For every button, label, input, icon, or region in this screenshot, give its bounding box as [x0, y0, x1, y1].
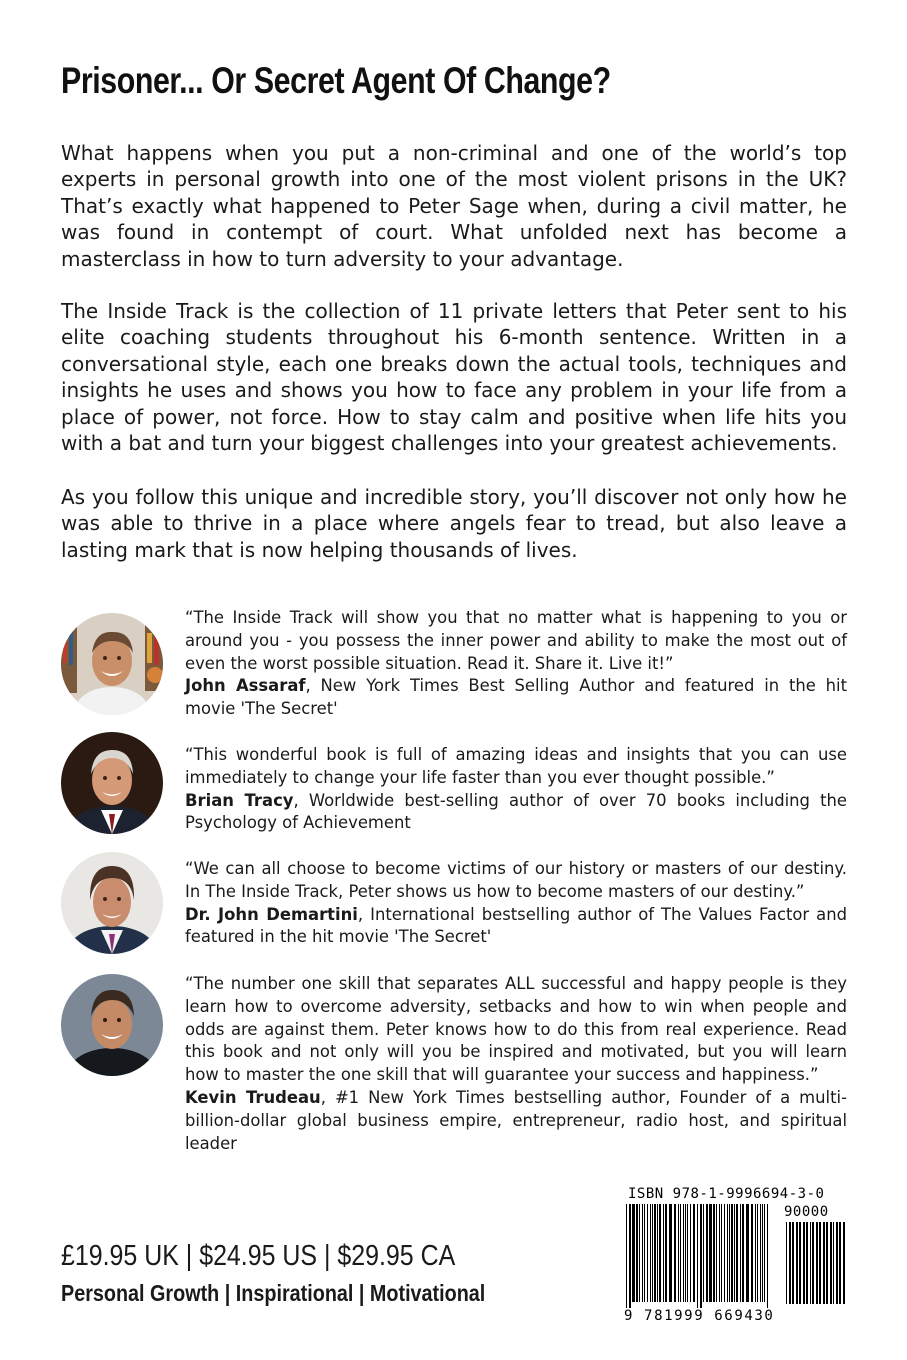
page-title: Prisoner... Or Secret Agent Of Change? [61, 60, 611, 101]
author-credit: , International bestselling author of The Values Factor and featured in the hit movie 'The Secret' [185, 904, 847, 947]
barcode-bar [713, 1204, 715, 1302]
barcode-bar [799, 1222, 801, 1304]
avatar-john-demartini [61, 852, 163, 954]
barcode-bar [674, 1204, 676, 1302]
barcode-bar [657, 1204, 658, 1302]
barcode-bar [762, 1204, 763, 1302]
barcode-bar [659, 1204, 661, 1302]
barcode-bar [764, 1204, 765, 1302]
barcode-bar [816, 1222, 818, 1304]
quote: “This wonderful book is full of amazing ideas and insights that you can use immediately to change your life faster than you ever thought possible.” [185, 745, 847, 787]
barcode-bar [734, 1204, 735, 1302]
barcode-bar [650, 1204, 651, 1302]
barcode-bar [757, 1204, 758, 1302]
barcode-bar [823, 1222, 825, 1304]
barcode-bar [669, 1204, 672, 1302]
author-name: John Assaraf [185, 676, 306, 696]
barcode [624, 1186, 852, 1326]
barcode-bar [736, 1204, 738, 1302]
portrait-photo-icon [61, 852, 163, 954]
isbn-number: ISBN 978-1-9996694-3-0 [628, 1186, 825, 1202]
author-name: Dr. John Demartini [185, 904, 358, 924]
barcode-bar [700, 1204, 702, 1308]
addon-barcode-bars [784, 1222, 848, 1308]
barcode-bar [755, 1204, 756, 1302]
barcode-bar [760, 1204, 761, 1302]
barcode-bar [654, 1204, 656, 1302]
testimonial-text [185, 858, 847, 949]
barcode-bar [690, 1204, 691, 1302]
barcode-bar [683, 1204, 684, 1302]
barcode-bar [685, 1204, 686, 1302]
portrait-photo-icon [61, 974, 163, 1076]
barcode-bar [642, 1204, 643, 1302]
barcode-bar [740, 1204, 741, 1302]
barcode-bar [792, 1222, 794, 1304]
barcode-bar [706, 1204, 708, 1302]
barcode-bar [751, 1204, 753, 1302]
barcode-bar [812, 1222, 814, 1304]
barcode-bar [833, 1222, 834, 1304]
barcode-bar [626, 1204, 627, 1308]
barcode-bar [697, 1204, 698, 1308]
testimonial-text [185, 973, 847, 1155]
barcode-bar [678, 1204, 679, 1302]
barcode-bar [843, 1222, 845, 1304]
barcode-bar [767, 1204, 768, 1308]
author-credit: , New York Times Best Selling Author and featured in the hit movie 'The Secret' [185, 676, 848, 719]
barcode-bar [693, 1204, 695, 1302]
author-credit: , #1 New York Times bestselling author, Founder of a multi-billion-dollar global business empire, entrepreneur, radio host, and spiritual leader [185, 1087, 847, 1153]
price-line: £19.95 UK | $24.95 US | $29.95 CA [61, 1240, 456, 1272]
barcode-bar [644, 1204, 645, 1302]
quote: “The number one skill that separates ALL successful and happy people is they learn how to overcome adversity, setbacks and how to win when people and odds are against them. Peter knows how to do this from real experience. Read this book and not only will you be inspired and motivated, but you will learn how to master the one skill that will guarantee your success and happiness.” [185, 974, 847, 1085]
barcode-bar [789, 1222, 791, 1304]
barcode-bar [803, 1222, 805, 1304]
barcode-bar [663, 1204, 664, 1302]
barcode-bar [639, 1204, 640, 1302]
ean-digits: 9 781999 669430 [624, 1308, 775, 1324]
testimonial-text [185, 744, 847, 835]
genre-line: Personal Growth | Inspirational | Motivational [61, 1280, 486, 1306]
barcode-bar [836, 1222, 838, 1304]
barcode-bar [647, 1204, 648, 1302]
barcode-bar [727, 1204, 728, 1302]
barcode-bar [830, 1222, 832, 1304]
barcode-bar [806, 1222, 808, 1304]
barcode-bar [680, 1204, 681, 1302]
price-code: 90000 [784, 1204, 829, 1220]
barcode-bar [729, 1204, 730, 1302]
barcode-bar [839, 1222, 841, 1304]
barcode-bar [716, 1204, 717, 1302]
quote: “We can all choose to become victims of our history or masters of our destiny. In The Inside Track, Peter shows us how to become masters of our destiny.” [185, 859, 847, 901]
barcode-bar [709, 1204, 712, 1302]
barcode-bar [629, 1204, 631, 1308]
barcode-bar [786, 1222, 787, 1304]
barcode-bar [724, 1204, 725, 1302]
barcode-bar [810, 1222, 811, 1304]
barcode-bar [826, 1222, 828, 1304]
portrait-photo-icon [61, 732, 163, 834]
author-credit: , Worldwide best-selling author of over 70 books including the Psychology of Achievement [185, 790, 847, 833]
barcode-bar [703, 1204, 704, 1302]
barcode-bar [632, 1204, 635, 1302]
ean-barcode-bars [624, 1204, 772, 1308]
author-name: Kevin Trudeau [185, 1087, 321, 1107]
barcode-bar [636, 1204, 638, 1302]
barcode-bar [687, 1204, 688, 1302]
blurb-paragraph-3: As you follow this unique and incredible story, you’ll discover not only how he was able to thrive in a place where angels fear to tread, but also leave a lasting mark that is now helping thousands of lives. [61, 485, 847, 562]
barcode-bar [719, 1204, 720, 1302]
testimonial-text [185, 607, 847, 721]
barcode-bar [742, 1204, 744, 1302]
avatar-john-assaraf [61, 613, 163, 715]
barcode-bar [721, 1204, 722, 1302]
author-name: Brian Tracy [185, 790, 294, 810]
portrait-photo-icon [61, 613, 163, 715]
barcode-bar [796, 1222, 798, 1304]
barcode-bar [746, 1204, 749, 1302]
avatar-kevin-trudeau [61, 974, 163, 1076]
barcode-bar [731, 1204, 733, 1302]
blurb-paragraph-1: What happens when you put a non-criminal and one of the world’s top experts in personal growth into one of the most violent prisons in the UK? That’s exactly what happened to Peter Sage when, during a civil matter, he was found in contempt of court. What unfolded next has become a masterclass in how to turn adversity to your advantage. [61, 141, 847, 271]
barcode-bar [819, 1222, 821, 1304]
barcode-bar [652, 1204, 653, 1302]
barcode-bar [665, 1204, 667, 1302]
avatar-brian-tracy [61, 732, 163, 834]
blurb-paragraph-2: The Inside Track is the collection of 11 private letters that Peter sent to his elite coaching students throughout his 6-month sentence. Written in a conversational style, each one breaks down the actual tools, techniques and insights he uses and shows you how to face any problem in your life from a place of power, not force. How to stay calm and positive when life hits you with a bat and turn your biggest challenges into your greatest achievements. [61, 299, 847, 456]
quote: “The Inside Track will show you that no matter what is happening to you or around you - you possess the inner power and ability to make the most out of even the worst possible situation. Read it. Share it. Live it!” [185, 608, 847, 673]
